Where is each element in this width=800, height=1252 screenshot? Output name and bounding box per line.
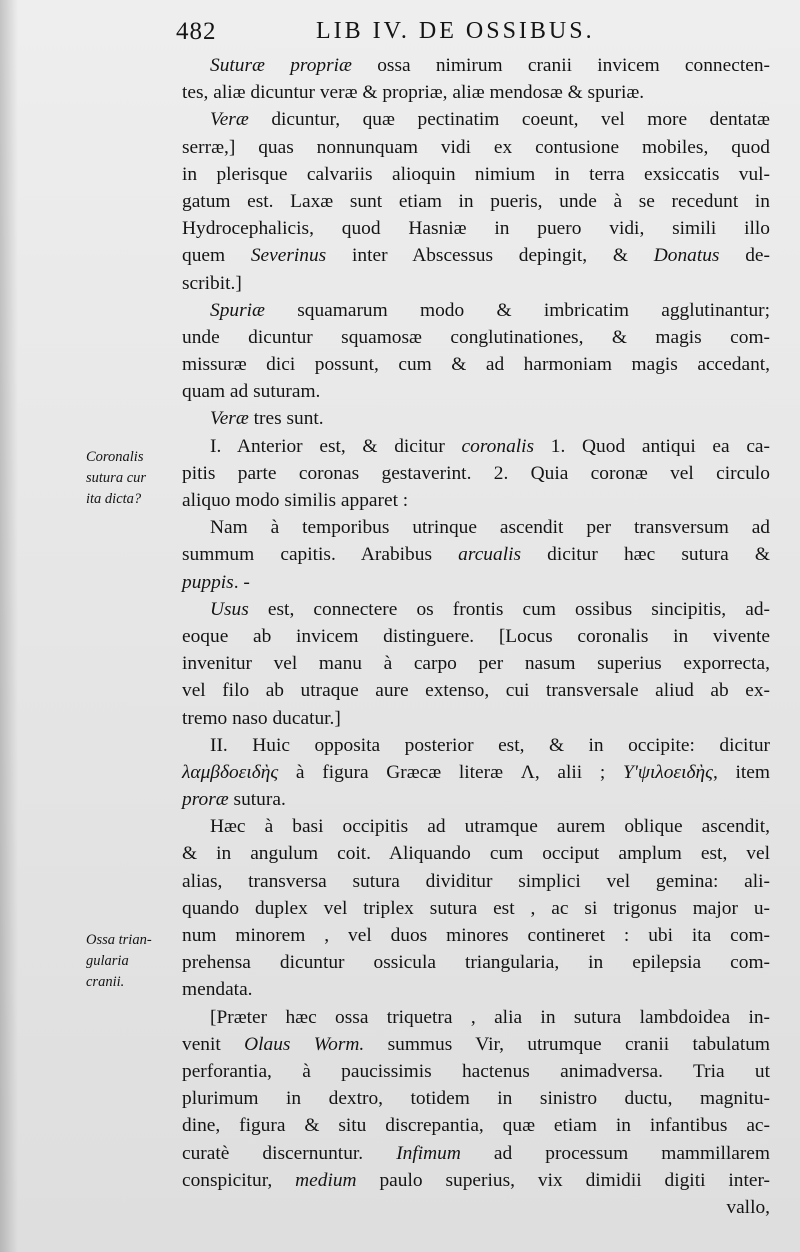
text-segment: ad processum mammillarem [460, 1142, 771, 1164]
text-segment: aliquo modo similis apparet : [182, 490, 409, 511]
text-segment: quam ad suturam. [182, 381, 321, 403]
italic-term: Υ'ψιλοειδὴς [622, 761, 713, 783]
text-line [182, 1112, 770, 1139]
text-line [182, 1058, 770, 1085]
text-segment: ossa nimirum cranii invicem connecten- [351, 55, 770, 76]
text-line [182, 514, 770, 541]
text-segment: summum capitis. Arabibus [182, 544, 459, 566]
text-segment: dicuntur, quæ pectinatim coeunt, vel more dentatæ [248, 109, 770, 131]
text-segment: est, connectere os frontis cum ossibus sincipitis, ad- [248, 598, 770, 620]
margin-note-line: Coronalis [86, 449, 144, 465]
text-line [182, 541, 770, 568]
text-line [182, 324, 770, 351]
text-segment: pitis parte coronas gestaverint. 2. Quia coronæ vel circulo [182, 462, 770, 484]
text-segment: eoque ab invicem distinguere. [Locus coronalis in vivente [182, 625, 770, 647]
text-segment: paulo superius, vix dimidii digiti inter- [356, 1169, 770, 1191]
italic-term: Spuriæ [210, 299, 265, 321]
margin-note-line: sutura cur [86, 470, 147, 486]
text-line [182, 1140, 770, 1167]
text-segment: missuræ dici possunt, cum & ad harmoniam magis accedant, [182, 354, 770, 376]
text-line [182, 52, 770, 79]
italic-term: proræ [182, 789, 229, 811]
text-line [182, 188, 770, 215]
text-line [182, 297, 770, 324]
text-line [182, 759, 770, 786]
text-line [182, 895, 770, 922]
page-number: 482 [176, 18, 217, 45]
text-segment: I. Anterior est, & dicitur [210, 435, 462, 457]
text-segment: vallo, [726, 1196, 770, 1218]
text-line [182, 868, 770, 895]
text-segment: tes, aliæ dicuntur veræ & propriæ, aliæ mendosæ & spuriæ. [182, 82, 645, 104]
text-segment: dicitur hæc sutura & [521, 544, 770, 566]
italic-term: Infimum [396, 1142, 461, 1164]
italic-term: λαμβδοειδὴς [182, 761, 279, 783]
text-line [182, 922, 770, 949]
text-line [182, 1167, 770, 1194]
text-line [182, 732, 770, 759]
text-segment: tremo naso ducatur.] [182, 707, 341, 729]
italic-term: Veræ [210, 408, 249, 430]
italic-term: Suturæ propriæ [210, 55, 352, 76]
text-segment: in plerisque calvariis alioquin nimium in terra exsiccatis vul- [182, 163, 770, 185]
text-line [182, 405, 770, 432]
text-segment: summus Vir, utrumque cranii tabulatum [364, 1033, 771, 1055]
text-line [182, 650, 770, 677]
text-line [182, 596, 770, 623]
text-segment: curatè discernuntur. [182, 1142, 397, 1164]
text-line [182, 840, 770, 867]
italic-term: medium [295, 1169, 357, 1191]
italic-term: coronalis [461, 435, 535, 457]
text-segment: , item [712, 761, 770, 783]
text-segment: num minorem , vel duos minores contineret : ubi ita com- [182, 925, 770, 946]
text-segment: alias, transversa sutura dividitur simplici vel gemina: ali- [182, 870, 770, 892]
text-segment: mendata. [182, 979, 253, 1001]
text-segment: de- [719, 245, 770, 267]
text-line [182, 215, 770, 242]
margin-note-line: cranii. [86, 974, 125, 990]
page-header [176, 18, 776, 52]
text-line [182, 1031, 770, 1058]
text-segment: Hæc à basi occipitis ad utramque aurem oblique ascendit, [210, 816, 770, 838]
text-line [182, 460, 770, 487]
text-line [182, 976, 770, 1003]
margin-note-line: Ossa trian- [86, 932, 152, 948]
text-line [182, 79, 770, 106]
text-segment: prehensa dicuntur ossicula triangularia, in epilepsia com- [182, 952, 770, 974]
text-segment: quando duplex vel triplex sutura est , ac si trigonus major u- [182, 897, 770, 919]
text-segment: vel filo ab utraque aure extenso, cui transversale aliud ab ex- [182, 680, 770, 702]
text-segment: inter Abscessus depingit, & [326, 245, 654, 267]
text-line [182, 623, 770, 650]
text-segment: [Præter hæc ossa triquetra , alia in sutura lambdoidea in- [210, 1006, 770, 1028]
italic-term: Donatus [653, 245, 720, 267]
italic-term: Severinus [250, 245, 327, 267]
text-line [182, 786, 770, 813]
text-line [182, 161, 770, 188]
text-segment: scribit.] [182, 272, 242, 294]
margin-note-coronalis [86, 447, 182, 510]
italic-term: Veræ [210, 109, 249, 131]
text-line [182, 677, 770, 704]
italic-term: puppis [182, 571, 234, 593]
text-segment: venit [182, 1033, 245, 1055]
text-segment: serræ,] quas nonnunquam vidi ex contusione mobiles, quod [182, 136, 770, 158]
text-segment: invenitur vel manu à carpo per nasum superius exporrecta, [182, 653, 770, 675]
text-segment: perforantia, à paucissimis hactenus animadversa. Tria ut [182, 1060, 770, 1082]
text-segment: II. Huic opposita posterior est, & in occipite: dicitur [210, 734, 770, 756]
text-segment: Hydrocephalicis, quod Hasniæ in puero vidi, simili illo [182, 218, 770, 240]
text-segment: sutura. [228, 789, 286, 811]
text-segment: conspicitur, [182, 1169, 296, 1191]
italic-term: Usus [210, 598, 249, 620]
text-segment: plurimum in dextro, totidem in sinistro ductu, magnitu- [182, 1088, 770, 1110]
margin-note-ossa-triangularia [86, 930, 182, 993]
text-line [182, 813, 770, 840]
text-segment: . - [233, 571, 250, 593]
text-segment: tres sunt. [248, 408, 324, 430]
binding-shadow [0, 0, 18, 1252]
text-line [182, 351, 770, 378]
text-line [182, 705, 770, 732]
text-line [182, 433, 770, 460]
text-segment: dine, figura & situ discrepantia, quæ etiam in infantibus ac- [182, 1115, 770, 1137]
text-segment: unde dicuntur squamosæ conglutinationes, & magis com- [182, 326, 770, 348]
italic-term: Olaus Worm. [244, 1033, 365, 1055]
text-segment: à figura Græcæ literæ Λ, alii ; [278, 761, 623, 783]
text-segment: & in angulum coit. Aliquando cum occiput amplum est, vel [182, 843, 770, 865]
text-segment: quem [182, 245, 251, 267]
text-line [182, 134, 770, 161]
margin-note-line: gularia [86, 953, 129, 969]
text-segment: 1. Quod antiqui ea ca- [534, 435, 770, 457]
text-line [182, 1194, 770, 1221]
margin-note-line: ita dicta? [86, 491, 142, 507]
text-line [182, 242, 770, 269]
text-line [182, 270, 770, 297]
text-segment: squamarum modo & imbricatim agglutinantur; [264, 299, 770, 321]
text-line [182, 1004, 770, 1031]
text-line [182, 378, 770, 405]
text-line [182, 1085, 770, 1112]
text-segment: gatum est. Laxæ sunt etiam in pueris, unde à se recedunt in [182, 190, 770, 212]
text-line [182, 569, 770, 596]
body-text [182, 52, 770, 1221]
text-segment: Nam à temporibus utrinque ascendit per transversum ad [210, 517, 770, 539]
text-line [182, 106, 770, 133]
italic-term: arcualis [458, 544, 522, 566]
text-line [182, 949, 770, 976]
running-head: LIB IV. DE OSSIBUS. [316, 18, 595, 44]
text-line [182, 487, 770, 514]
